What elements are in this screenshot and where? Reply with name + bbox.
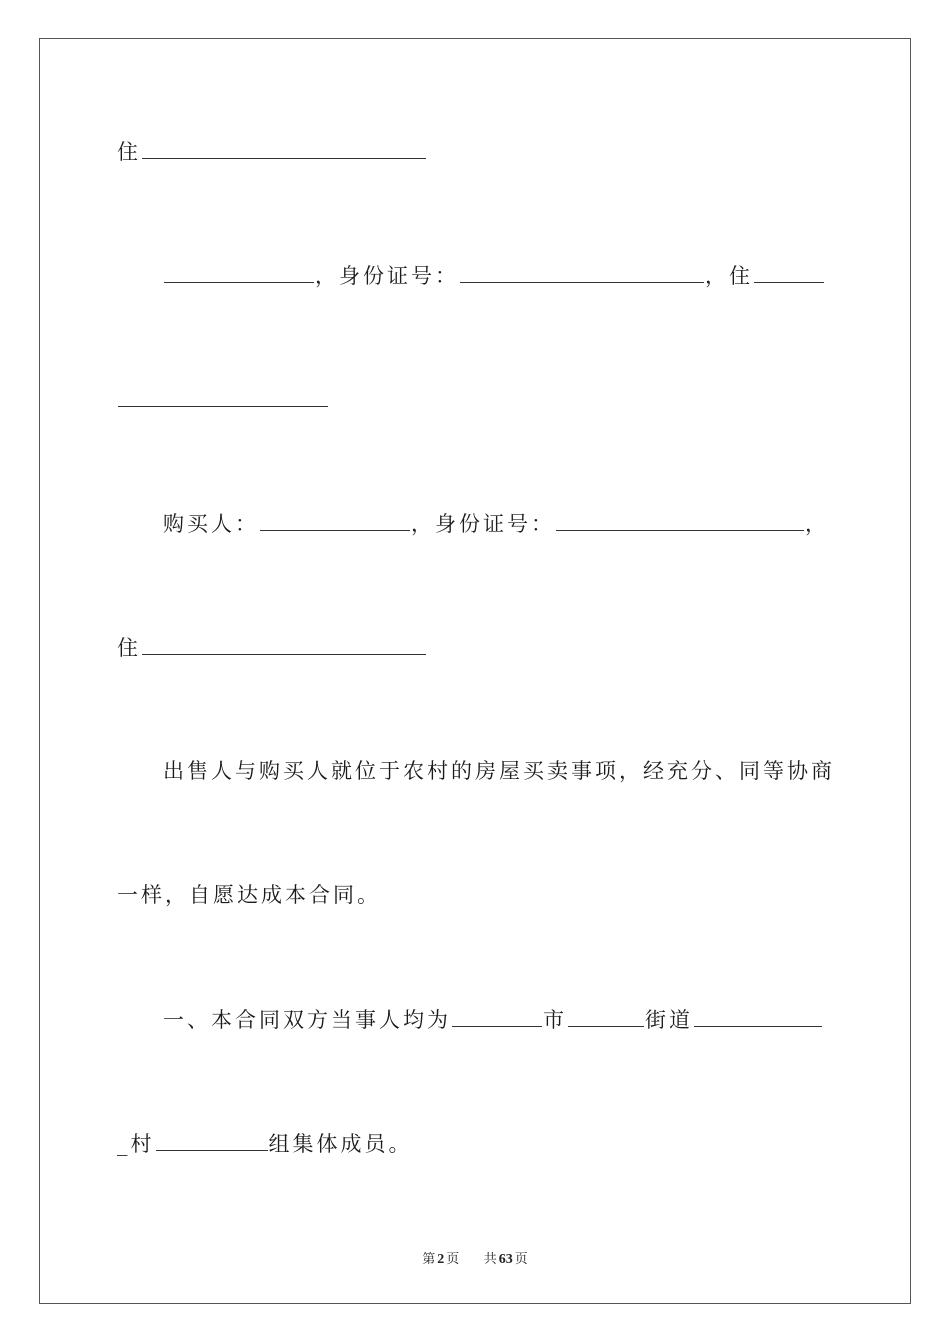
total-indicator [482, 1252, 530, 1267]
buyer-name-blank[interactable] [260, 510, 410, 531]
total-pages: 63 [498, 1252, 513, 1267]
paragraph-line [163, 758, 835, 784]
page-prefix: 第 [422, 1252, 436, 1267]
residence-label: ，住 [705, 264, 753, 288]
id-number-blank[interactable] [460, 262, 704, 283]
clause-one-continuation [117, 1130, 413, 1156]
residence-blank[interactable] [754, 262, 824, 283]
page-number: 2 [437, 1252, 445, 1267]
city-blank[interactable] [452, 1006, 542, 1027]
residence-label: 住 [117, 140, 141, 164]
paragraph-text: 出售人与购买人就位于农村的房屋买卖事项，经充分、同等协商 [163, 759, 835, 783]
comma: ， [805, 512, 829, 536]
residence-line-seller [117, 138, 427, 164]
buyer-line [163, 510, 829, 536]
seller-id-line [163, 262, 825, 288]
city-label: 市 [543, 1008, 567, 1032]
residence-line-buyer [117, 634, 427, 660]
street-label: 街道 [645, 1008, 693, 1032]
clause-one-line [163, 1006, 823, 1032]
buyer-label: 购买人： [163, 512, 259, 536]
street-detail-blank[interactable] [694, 1006, 822, 1027]
paragraph-line [117, 882, 381, 908]
paragraph-text: 一样，自愿达成本合同。 [117, 883, 381, 907]
name-blank[interactable] [164, 262, 314, 283]
street-blank[interactable] [568, 1006, 644, 1027]
group-blank[interactable] [156, 1130, 268, 1151]
buyer-residence-blank[interactable] [142, 634, 426, 655]
total-suffix: 页 [514, 1252, 528, 1267]
page-suffix: 页 [446, 1252, 460, 1267]
residence-label: 住 [117, 636, 141, 660]
page-indicator [420, 1252, 461, 1267]
total-prefix: 共 [483, 1252, 497, 1267]
buyer-id-blank[interactable] [556, 510, 804, 531]
residence-blank[interactable] [142, 138, 426, 159]
group-label: 组集体成员。 [268, 1132, 413, 1156]
id-label: ，身份证号： [315, 264, 459, 288]
page-footer [0, 1248, 950, 1268]
residence-continuation-blank[interactable] [118, 386, 328, 407]
page-border [39, 38, 911, 1304]
residence-continuation-line [117, 386, 329, 412]
id-label: ，身份证号： [411, 512, 555, 536]
clause-text: 一、本合同双方当事人均为 [163, 1008, 451, 1032]
village-label: _村 [117, 1132, 155, 1156]
